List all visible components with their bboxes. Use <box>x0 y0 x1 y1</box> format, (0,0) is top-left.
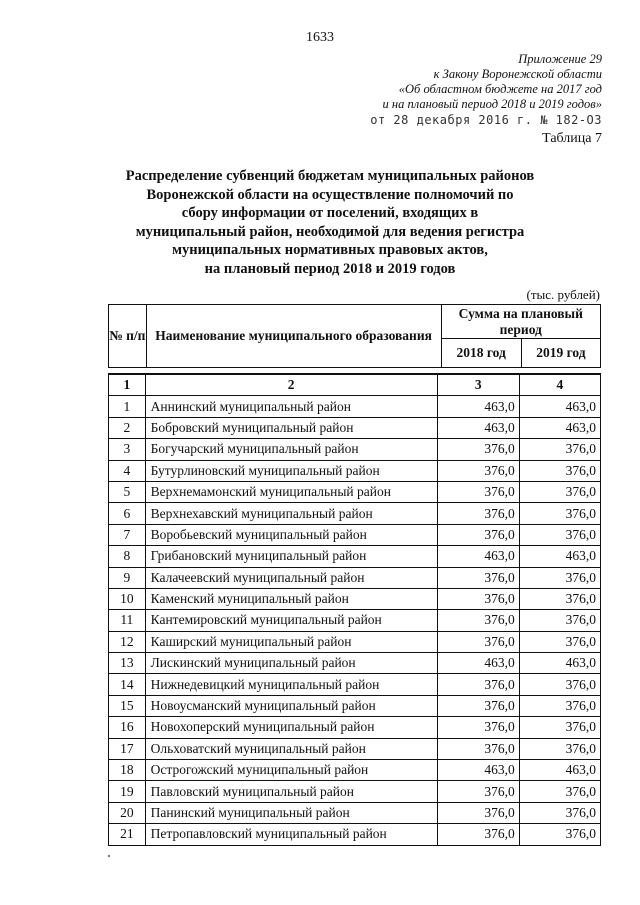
district-name: Каменский муниципальный район <box>145 588 437 609</box>
row-number: 17 <box>109 738 146 759</box>
header-number: № п/п <box>109 305 147 368</box>
amount-2018: 376,0 <box>437 524 519 545</box>
title-line: на плановый период 2018 и 2019 годов <box>204 260 456 277</box>
district-name: Петропавловский муниципальный район <box>145 824 437 845</box>
district-name: Ольховатский муниципальный район <box>145 738 437 759</box>
district-name: Панинский муниципальный район <box>145 802 437 823</box>
page-number: 1633 <box>306 30 334 45</box>
row-number: 14 <box>109 674 146 695</box>
row-number: 4 <box>109 460 146 481</box>
scan-mark <box>108 855 110 857</box>
amount-2018: 463,0 <box>437 760 519 781</box>
district-name: Бутурлиновский муниципальный район <box>145 460 437 481</box>
amount-2019: 463,0 <box>519 760 600 781</box>
row-number: 18 <box>109 760 146 781</box>
district-name: Новохоперский муниципальный район <box>145 717 437 738</box>
amount-2018: 376,0 <box>437 439 519 460</box>
table-row <box>109 417 601 438</box>
amount-2019: 463,0 <box>519 546 600 567</box>
amount-2019: 376,0 <box>519 610 600 631</box>
district-name: Лискинский муниципальный район <box>145 653 437 674</box>
amount-2019: 376,0 <box>519 738 600 759</box>
amount-2018: 376,0 <box>437 695 519 716</box>
column-index: 4 <box>519 374 600 396</box>
amount-2019: 376,0 <box>519 439 600 460</box>
row-number: 3 <box>109 439 146 460</box>
appendix-line: и на плановый период 2018 и 2019 годов» <box>382 97 602 111</box>
row-number: 20 <box>109 802 146 823</box>
amount-2019: 376,0 <box>519 503 600 524</box>
appendix-note <box>383 52 602 112</box>
amount-2018: 376,0 <box>437 481 519 502</box>
district-name: Новоусманский муниципальный район <box>145 695 437 716</box>
amount-2018: 376,0 <box>437 631 519 652</box>
data-table <box>108 373 601 846</box>
table-row <box>109 717 601 738</box>
appendix-line: «Об областном бюджете на 2017 год <box>398 82 602 96</box>
amount-2019: 376,0 <box>519 781 600 802</box>
table-row <box>109 802 601 823</box>
title-line: Распределение субвенций бюджетам муниципальных районов <box>125 168 535 184</box>
amount-2018: 463,0 <box>437 653 519 674</box>
column-index: 2 <box>145 374 437 396</box>
row-number: 7 <box>109 524 146 545</box>
table-row <box>109 824 601 845</box>
amount-2019: 376,0 <box>519 567 600 588</box>
amount-2018: 376,0 <box>437 781 519 802</box>
district-name: Павловский муниципальный район <box>145 781 437 802</box>
row-number: 12 <box>109 631 146 652</box>
amount-2019: 376,0 <box>519 674 600 695</box>
amount-2018: 376,0 <box>437 717 519 738</box>
table-row <box>109 738 601 759</box>
column-index-row <box>109 374 601 396</box>
table-row <box>109 588 601 609</box>
amount-2018: 376,0 <box>437 610 519 631</box>
amount-2018: 376,0 <box>437 460 519 481</box>
district-name: Верхнехавский муниципальный район <box>145 503 437 524</box>
table-label: Таблица 7 <box>542 131 602 146</box>
amount-2018: 463,0 <box>437 546 519 567</box>
amount-2019: 463,0 <box>519 653 600 674</box>
header-2018: 2018 год <box>441 339 521 368</box>
table-row <box>109 546 601 567</box>
row-number: 2 <box>109 417 146 438</box>
district-name: Острогожский муниципальный район <box>145 760 437 781</box>
title-line: муниципальный район, необходимой для ведения регистра <box>135 223 525 240</box>
district-name: Нижнедевицкий муниципальный район <box>145 674 437 695</box>
amount-2019: 376,0 <box>519 460 600 481</box>
amount-2019: 376,0 <box>519 802 600 823</box>
table-row <box>109 695 601 716</box>
table-header <box>108 304 601 368</box>
unit-label: (тыс. рублей) <box>526 287 600 302</box>
amount-2019: 376,0 <box>519 481 600 502</box>
district-name: Каширский муниципальный район <box>145 631 437 652</box>
district-name: Богучарский муниципальный район <box>145 439 437 460</box>
appendix-line: к Закону Воронежской области <box>433 67 602 81</box>
title-line: Воронежской области на осуществление полномочий по <box>146 186 514 203</box>
amount-2019: 463,0 <box>519 417 600 438</box>
column-index: 1 <box>109 374 146 396</box>
row-number: 5 <box>109 481 146 502</box>
row-number: 11 <box>109 610 146 631</box>
column-index: 3 <box>437 374 519 396</box>
table-row <box>109 503 601 524</box>
amount-2019: 376,0 <box>519 695 600 716</box>
row-number: 9 <box>109 567 146 588</box>
amount-2018: 463,0 <box>437 396 519 417</box>
row-number: 6 <box>109 503 146 524</box>
amount-2018: 376,0 <box>437 567 519 588</box>
table-row <box>109 653 601 674</box>
amount-2019: 376,0 <box>519 631 600 652</box>
table-row <box>109 760 601 781</box>
district-name: Грибановский муниципальный район <box>145 546 437 567</box>
row-number: 16 <box>109 717 146 738</box>
table-row <box>109 481 601 502</box>
district-name: Верхнемамонский муниципальный район <box>145 481 437 502</box>
table-row <box>109 781 601 802</box>
district-name: Воробьевский муниципальный район <box>145 524 437 545</box>
amount-2018: 376,0 <box>437 503 519 524</box>
row-number: 13 <box>109 653 146 674</box>
district-name: Бобровский муниципальный район <box>145 417 437 438</box>
table-row <box>109 631 601 652</box>
title-line: сбору информации от поселений, входящих в <box>181 205 479 221</box>
row-number: 19 <box>109 781 146 802</box>
amount-2019: 376,0 <box>519 717 600 738</box>
table-row <box>109 439 601 460</box>
district-name: Аннинский муниципальный район <box>145 396 437 417</box>
table-row <box>109 567 601 588</box>
amount-2018: 376,0 <box>437 802 519 823</box>
amount-2019: 463,0 <box>519 396 600 417</box>
district-name: Кантемировский муниципальный район <box>145 610 437 631</box>
amount-2018: 376,0 <box>437 738 519 759</box>
table-row <box>109 460 601 481</box>
row-number: 15 <box>109 695 146 716</box>
amount-2018: 463,0 <box>437 417 519 438</box>
document-title <box>110 167 550 278</box>
amount-2019: 376,0 <box>519 524 600 545</box>
amount-2018: 376,0 <box>437 588 519 609</box>
title-line: муниципальных нормативных правовых актов, <box>172 242 488 258</box>
law-date-stamp: от 28 декабря 2016 г. № 182-ОЗ <box>370 113 602 127</box>
header-sum: Сумма на плановый период <box>441 305 600 339</box>
table-row <box>109 396 601 417</box>
row-number: 1 <box>109 396 146 417</box>
amount-2018: 376,0 <box>437 824 519 845</box>
row-number: 8 <box>109 546 146 567</box>
header-2019: 2019 год <box>521 339 600 368</box>
header-name: Наименование муниципального образования <box>146 305 441 368</box>
amount-2019: 376,0 <box>519 824 600 845</box>
row-number: 21 <box>109 824 146 845</box>
table-row <box>109 674 601 695</box>
appendix-line: Приложение 29 <box>518 52 602 66</box>
table-row <box>109 610 601 631</box>
district-name: Калачеевский муниципальный район <box>145 567 437 588</box>
row-number: 10 <box>109 588 146 609</box>
amount-2019: 376,0 <box>519 588 600 609</box>
amount-2018: 376,0 <box>437 674 519 695</box>
table-row <box>109 524 601 545</box>
